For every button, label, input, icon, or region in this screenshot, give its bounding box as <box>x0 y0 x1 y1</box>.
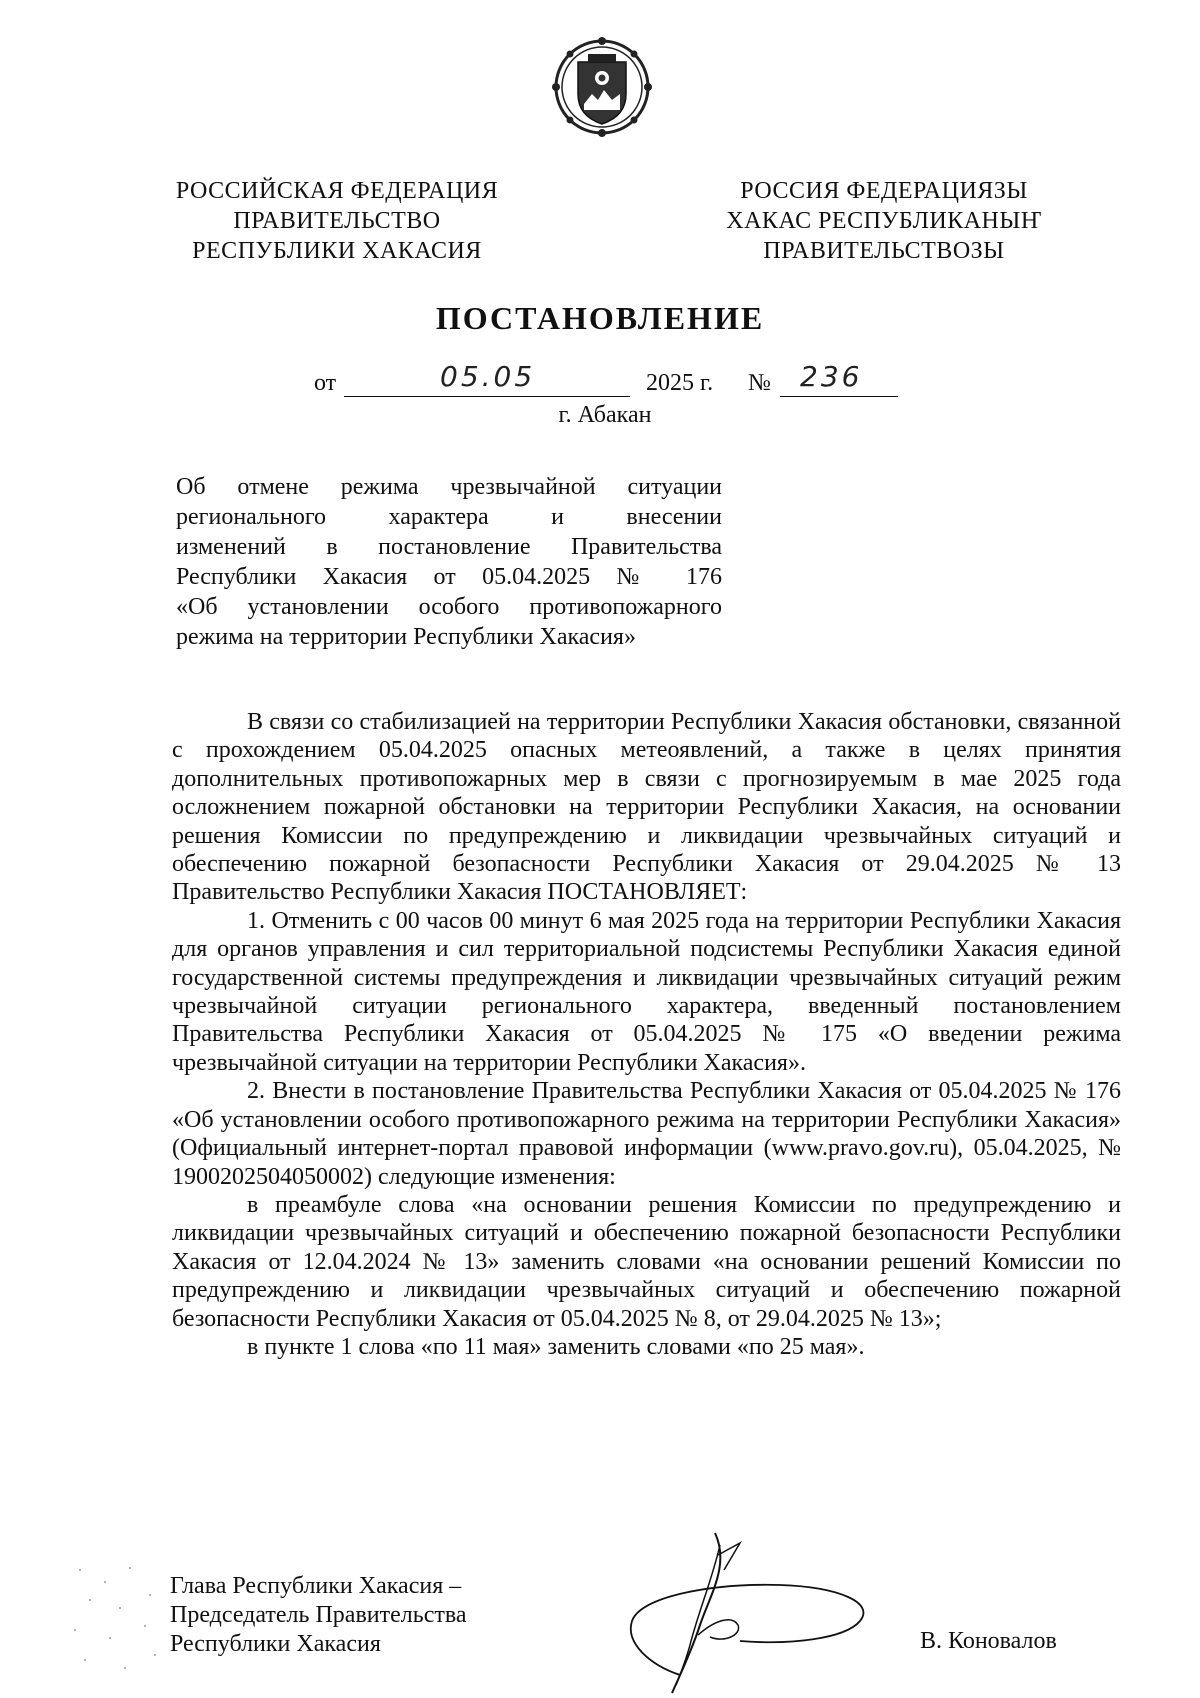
city-line <box>0 402 1200 429</box>
body-paragraph: 1. Отменить с 00 часов 00 минут 6 мая 2025 года на территории Республики Хакасия для органов управления и сил территориальной подсистемы Республики Хакасия единой государственной системы предупреждения и ликвидации чрезвычайных ситуаций режим чрезвычайной ситуации регионального характера, введенный постановлением Правительства Республики Хакасия от 05.04.2025 № 175 «О введении режима чрезвычайной ситуации на территории Республики Хакасия». <box>172 907 1121 1076</box>
document-subject <box>176 472 722 652</box>
signatory-title-line: Республики Хакасия <box>170 1631 381 1657</box>
subject-line: Об отмене режима чрезвычайной ситуации <box>176 474 722 500</box>
header-right-line: ПРАВИТЕЛЬСТВОЗЫ <box>763 238 1005 264</box>
header-right-line: ХАКАС РЕСПУБЛИКАНЫҤ <box>726 208 1042 234</box>
subject-line: изменений в постановление Правительства <box>176 534 722 560</box>
document-type-title: ПОСТАНОВЛЕНИЕ <box>435 300 765 336</box>
date-line <box>0 360 1200 406</box>
city-label: г. Абакан <box>558 402 652 428</box>
handwritten-signature-icon <box>620 1525 880 1695</box>
number-underline <box>780 396 898 397</box>
body-paragraph: 2. Внести в постановление Правительства Республики Хакасия от 05.04.2025 № 176 «Об установлении особого противопожарного режима на территории Республики Хакасия» (Официальный интернет-портал правовой информации (www.pravo.gov.ru), 05.04.2025, № 1900202504050002) следующие изменения: <box>172 1078 1121 1190</box>
body-paragraph: В связи со стабилизацией на территории Республики Хакасия обстановки, связанной с прохождением 05.04.2025 опасных метеоявлений, а также в целях принятия дополнительных противопожарных мер в связи с прогнозируемым в мае 2025 года осложнением пожарной обстановки на территории Республики Хакасия, на основании решения Комиссии по предупреждению и ликвидации чрезвычайных ситуаций и обеспечению пожарной безопасности Республики Хакасия от 29.04.2025 № 13 Правительство Республики Хакасия ПОСТАНОВЛЯЕТ: <box>172 709 1121 906</box>
number-handwritten: 236 <box>800 360 863 393</box>
header-right-line: РОССИЯ ФЕДЕРАЦИЯЗЫ <box>740 178 1028 204</box>
signatory-title <box>170 1572 467 1659</box>
year-label: 2025 г. <box>646 370 714 396</box>
header-right <box>694 176 1074 266</box>
header-left <box>147 176 527 266</box>
body-paragraph: в пункте 1 слова «по 11 мая» заменить словами «по 25 мая». <box>247 1333 865 1360</box>
signatory-title-line: Председатель Правительства <box>170 1602 467 1628</box>
subject-line: Республики Хакасия от 05.04.2025 № 176 <box>176 564 722 590</box>
date-from-label: от <box>314 370 337 396</box>
header-left-line: РЕСПУБЛИКИ ХАКАСИЯ <box>192 238 482 264</box>
signatory-name: В. Коновалов <box>920 1628 1057 1654</box>
subject-line: регионального характера и внесении <box>176 504 722 530</box>
signatory-title-line: Глава Республики Хакасия – <box>170 1573 462 1599</box>
subject-line: «Об установлении особого противопожарного <box>176 594 722 620</box>
date-handwritten: 05.05 <box>440 360 536 393</box>
number-label: № <box>748 370 771 396</box>
coat-of-arms-icon <box>552 32 652 142</box>
document-body <box>172 708 1121 1361</box>
date-underline <box>344 396 630 397</box>
subject-line: режима на территории Республики Хакасия» <box>176 624 636 650</box>
scan-margin-specks <box>60 1560 170 1690</box>
body-paragraph: в преамбуле слова «на основании решения Комиссии по предупреждению и ликвидации чрезвычайных ситуаций и обеспечению пожарной безопасности Республики Хакасия от 12.04.2024 № 13» заменить словами «на основании решений Комиссии по предупреждению и ликвидации чрезвычайных ситуаций и обеспечению пожарной безопасности Республики Хакасия от 05.04.2025 № 8, от 29.04.2025 № 13»; <box>172 1191 1121 1332</box>
header-left-line: РОССИЙСКАЯ ФЕДЕРАЦИЯ <box>175 178 499 204</box>
header-left-line: ПРАВИТЕЛЬСТВО <box>233 208 441 234</box>
